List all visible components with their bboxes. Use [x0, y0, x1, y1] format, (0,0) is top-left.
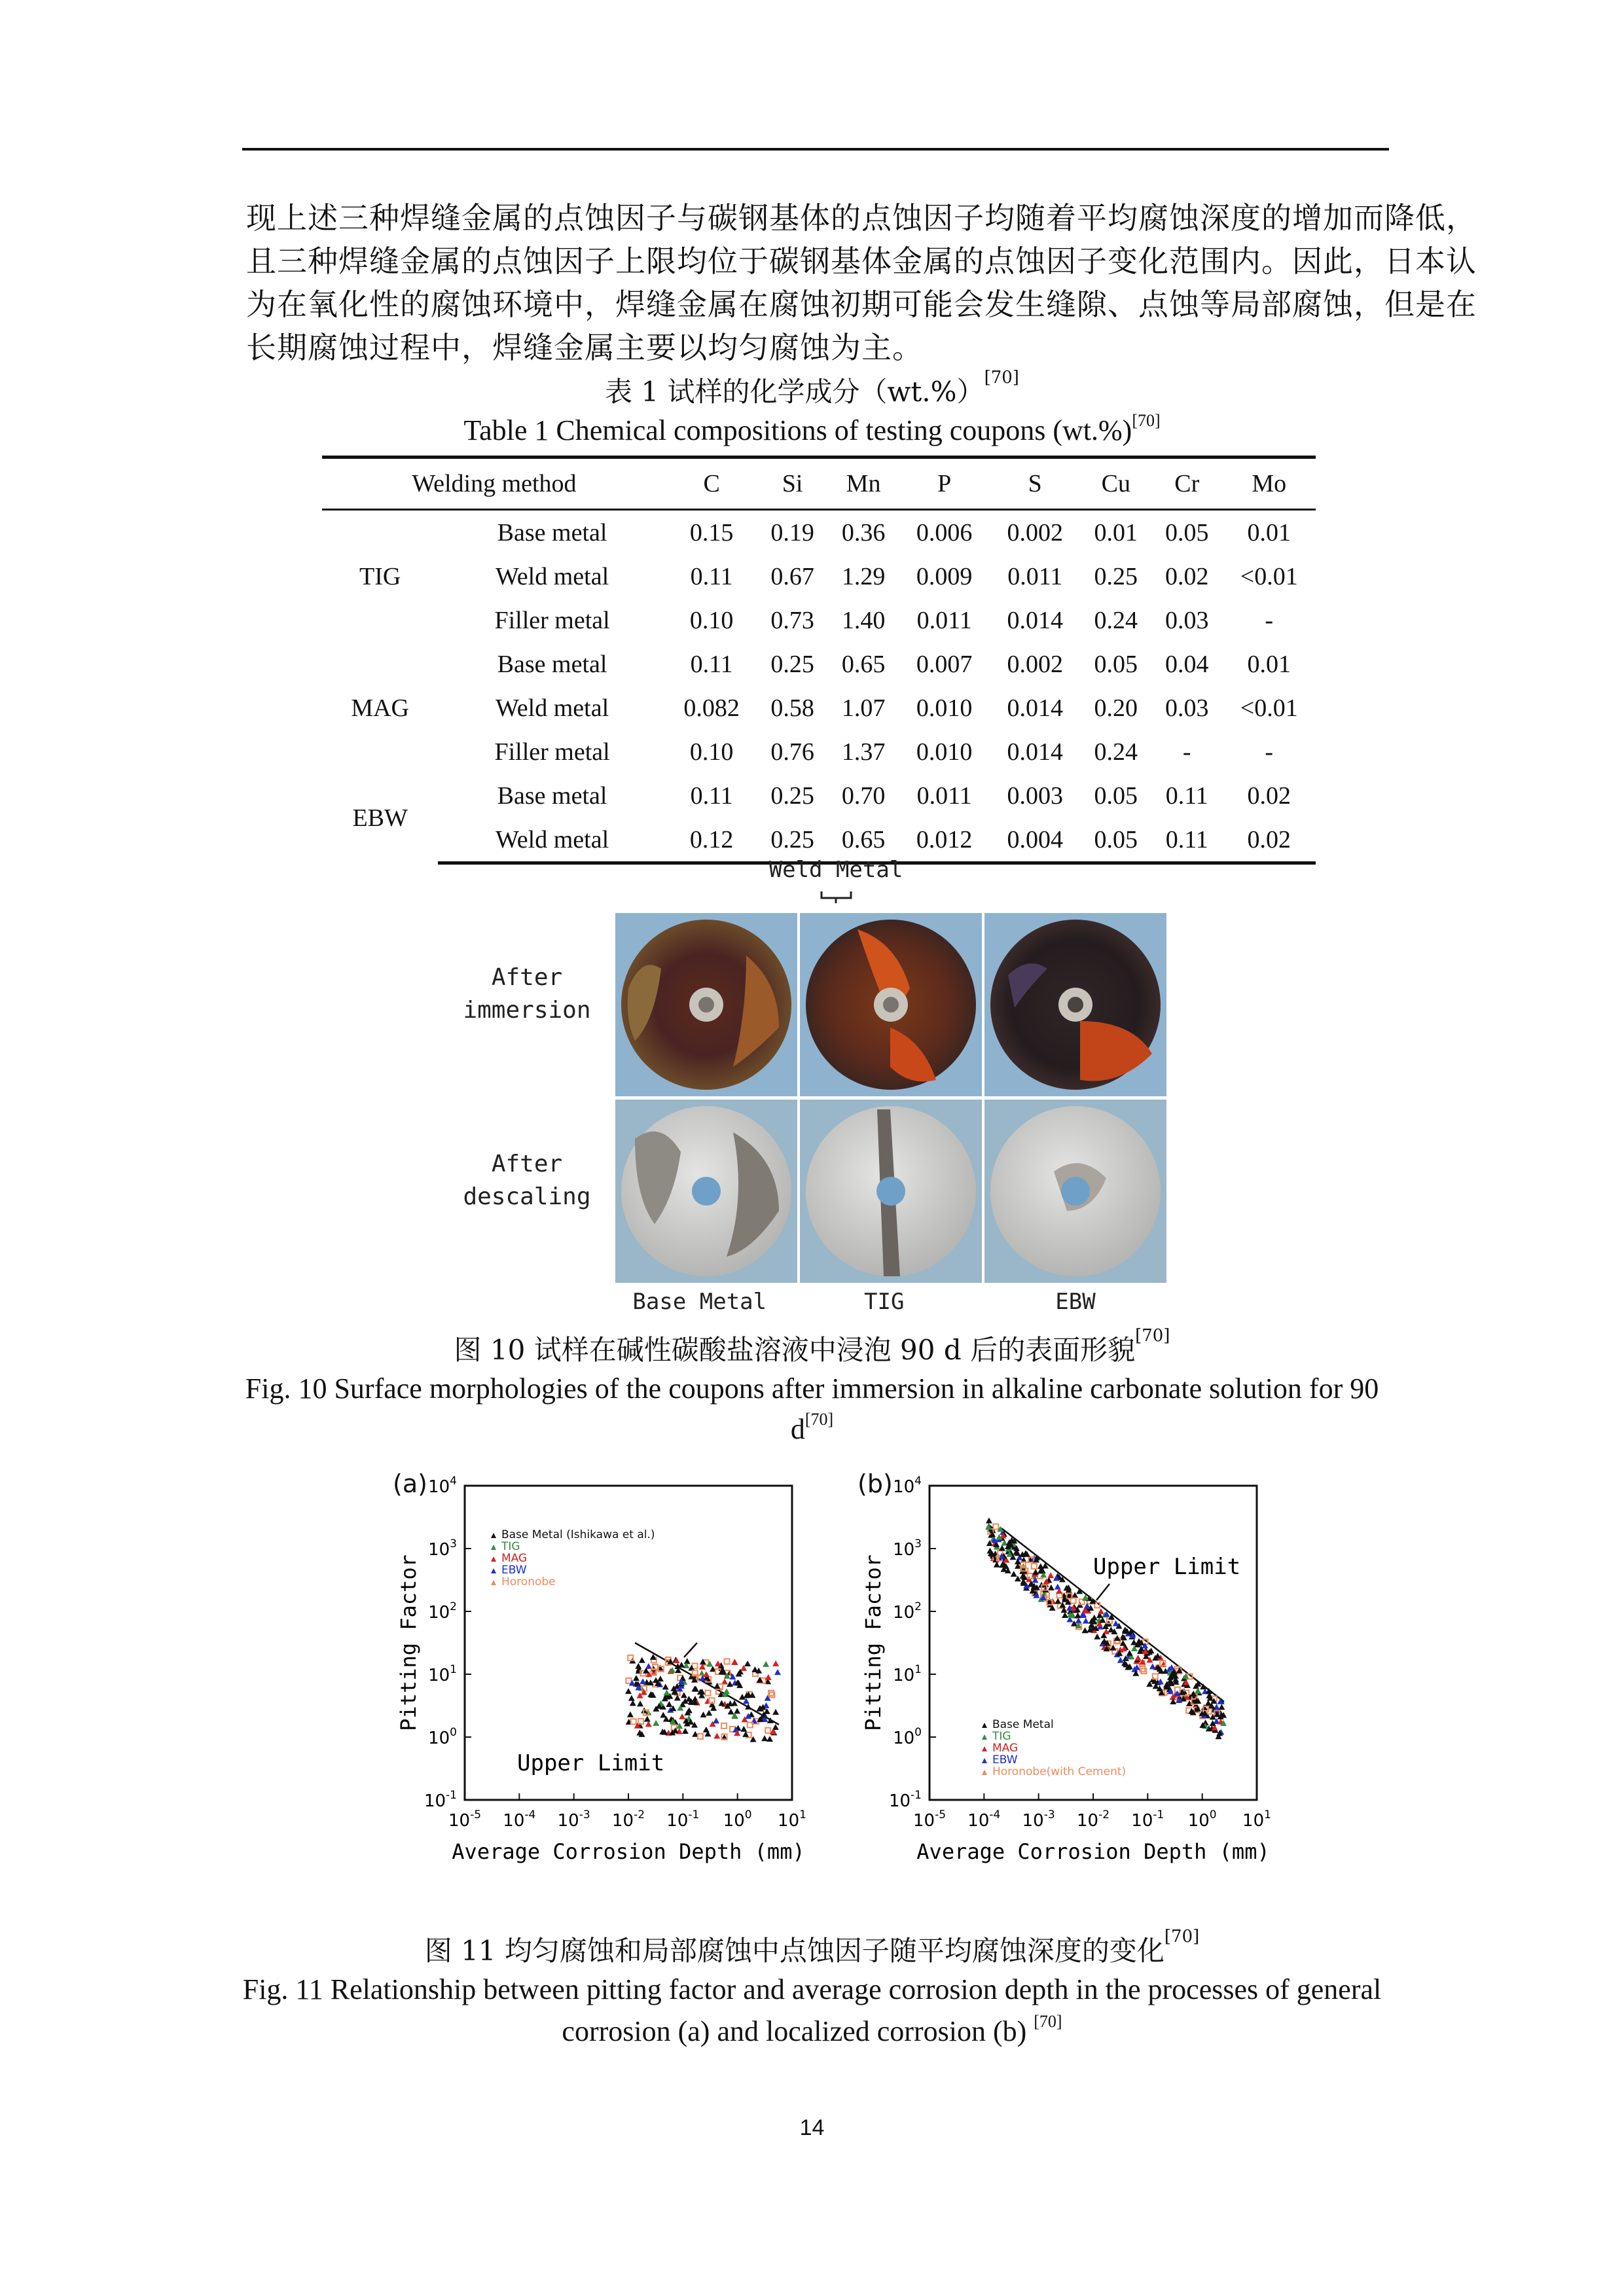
data-point: [630, 1700, 636, 1706]
table-cell: 0.10: [689, 606, 734, 634]
data-point: [725, 1659, 730, 1664]
data-point: [728, 1708, 734, 1714]
data-point: [653, 1720, 659, 1726]
metal-type-cell: Filler metal: [494, 738, 610, 766]
data-point: [713, 1733, 720, 1739]
data-point: [706, 1661, 713, 1667]
data-point: [684, 1658, 691, 1664]
figure-11-plots: [367, 1460, 1322, 1911]
y-tick-label: $10^1$: [893, 1663, 922, 1685]
table-cell: 0.15: [689, 518, 734, 547]
table-cell: 0.010: [916, 694, 973, 722]
table-cell: 1.40: [841, 606, 886, 634]
data-point: [715, 1660, 721, 1666]
data-point: [1062, 1612, 1068, 1618]
data-point: [705, 1691, 710, 1696]
y-tick-label: $10^4$: [428, 1475, 457, 1497]
x-axis-label: Average Corrosion Depth (mm): [916, 1839, 1270, 1864]
table-cell: 0.05: [1094, 781, 1138, 810]
legend-marker: [982, 1770, 987, 1775]
table-cell: 0.25: [1094, 562, 1138, 590]
data-point: [1094, 1634, 1100, 1640]
data-point: [765, 1674, 772, 1680]
data-point: [772, 1709, 779, 1715]
data-point: [713, 1717, 719, 1723]
row-label-immersion: After immersion: [463, 964, 591, 1024]
figure-11-caption-en-1: Fig. 11 Relationship between pitting factor and average corrosion depth in the processes of general: [242, 1973, 1382, 2005]
data-point: [774, 1669, 781, 1675]
welding-method-cell: MAG: [351, 694, 409, 722]
metal-type-cell: Filler metal: [494, 606, 610, 634]
table-cell: -: [1182, 738, 1191, 766]
table-cell: 0.70: [841, 781, 886, 810]
table-row: [322, 730, 1316, 774]
y-tick-label: $10^0$: [893, 1726, 922, 1748]
data-point: [679, 1713, 685, 1719]
y-tick-label: $10^4$: [893, 1475, 922, 1497]
paragraph-line: 且三种焊缝金属的点蚀因子上限均位于碳钢基体金属的点蚀因子变化范围内。因此，日本认: [246, 243, 1477, 279]
y-tick-label: $10^3$: [893, 1537, 922, 1560]
data-point: [731, 1659, 738, 1665]
x-tick-label: $10^{-4}$: [503, 1808, 536, 1831]
photo-ebw-descaling: [984, 1100, 1166, 1283]
x-tick-label: $10^{-3}$: [1022, 1808, 1055, 1831]
table-cell: 0.014: [1007, 694, 1063, 722]
table-cell: 0.002: [1007, 518, 1063, 547]
data-point: [1055, 1598, 1061, 1604]
data-point: [727, 1700, 734, 1706]
x-tick-label: $10^0$: [1187, 1808, 1217, 1831]
table-cell: 0.011: [916, 606, 972, 634]
table-cell: 0.25: [770, 650, 814, 678]
legend-marker: [491, 1556, 496, 1562]
table-cell: -: [1265, 738, 1274, 766]
table-cell: 0.003: [1007, 781, 1063, 810]
data-point: [1135, 1655, 1142, 1660]
table-cell: 0.11: [1165, 781, 1208, 810]
table-row: [322, 510, 1316, 555]
data-point: [644, 1716, 651, 1722]
table-cell: 0.05: [1081, 817, 1151, 863]
data-point: [686, 1708, 693, 1713]
x-tick-label: $10^{-5}$: [912, 1808, 947, 1831]
table-cell: 0.014: [1007, 738, 1063, 766]
metal-type-cell: Base metal: [497, 781, 607, 810]
x-tick-label: $10^{-5}$: [448, 1808, 482, 1831]
data-point: [639, 1657, 645, 1663]
table-cell: 0.10: [689, 738, 734, 766]
plot-panel-a: [393, 1469, 806, 1864]
legend-marker: [982, 1758, 987, 1763]
data-point: [1149, 1663, 1156, 1669]
data-point: [662, 1683, 669, 1689]
column-header: Cu: [1081, 457, 1151, 510]
legend-label: TIG: [992, 1730, 1011, 1743]
data-point: [761, 1735, 768, 1741]
figure-10-caption-zh: 图 10 试样在碱性碳酸盐溶液中浸泡 90 d 后的表面形貌[70]: [454, 1326, 1170, 1366]
table-caption-en: Table 1 Chemical compositions of testing coupons (wt.%)[70]: [463, 411, 1161, 446]
data-point: [1047, 1572, 1054, 1578]
y-axis-label: Pitting Factor: [396, 1554, 421, 1731]
data-point: [993, 1524, 998, 1530]
column-header: Welding method: [322, 457, 666, 510]
legend-marker: [491, 1580, 496, 1585]
data-point: [645, 1721, 652, 1727]
table-row: [322, 686, 1316, 730]
metal-type-cell: Weld metal: [495, 694, 609, 722]
x-tick-label: $10^0$: [723, 1808, 752, 1831]
paragraph-line: 为在氧化性的腐蚀环境中，焊缝金属在腐蚀初期可能会发生缝隙、点蚀等局部腐蚀，但是在: [246, 287, 1477, 322]
table-cell: 0.20: [1094, 694, 1138, 722]
metal-type-cell: Base metal: [497, 518, 607, 547]
column-header: Mn: [828, 457, 899, 510]
paragraph-line: 现上述三种焊缝金属的点蚀因子与碳钢基体的点蚀因子均随着平均腐蚀深度的增加而降低，: [246, 200, 1477, 236]
legend-label: MAG: [501, 1552, 528, 1565]
x-tick-label: $10^{-3}$: [557, 1808, 590, 1831]
data-point: [628, 1695, 635, 1701]
table-cell: 1.29: [841, 562, 886, 590]
welding-method-cell: TIG: [359, 562, 401, 590]
x-tick-label: $10^{-2}$: [611, 1808, 645, 1831]
table-cell: 1.07: [841, 694, 886, 722]
column-header: Mo: [1223, 457, 1316, 510]
data-point: [1098, 1608, 1104, 1614]
table-cell: 0.002: [1007, 650, 1063, 678]
x-tick-label: $10^{-2}$: [1076, 1808, 1110, 1831]
data-point: [1218, 1704, 1225, 1710]
legend-marker: [491, 1568, 496, 1573]
data-point: [1011, 1571, 1017, 1577]
table-body: [322, 510, 1316, 863]
legend-label: EBW: [992, 1753, 1018, 1767]
table-cell: 0.24: [1094, 738, 1138, 766]
table-caption-zh: 表 1 试样的化学成分（wt.%）[70]: [605, 368, 1019, 408]
legend-label: Horonobe: [501, 1575, 556, 1588]
upper-limit-label: Upper Limit: [1093, 1554, 1241, 1580]
x-tick-label: $10^{-4}$: [967, 1808, 1001, 1831]
metal-type-cell: Base metal: [497, 650, 607, 678]
table-cell: 0.014: [1007, 606, 1063, 634]
table-cell: 0.006: [916, 518, 973, 547]
table-cell: 0.36: [841, 518, 886, 547]
data-point: [999, 1545, 1005, 1551]
data-point: [627, 1712, 634, 1717]
data-point: [986, 1518, 992, 1524]
data-point: [626, 1678, 631, 1683]
data-point: [698, 1734, 703, 1739]
weld-metal-label: Weld Metal: [768, 857, 903, 883]
table-cell: 0.012: [899, 817, 990, 863]
table-cell: 0.04: [1165, 650, 1209, 678]
figure-10-caption-en-2: d[70]: [790, 1410, 834, 1445]
legend-label: Base Metal: [992, 1718, 1054, 1731]
legend-label: Base Metal (Ishikawa et al.): [501, 1528, 655, 1541]
data-point: [635, 1663, 641, 1669]
y-axis-label: Pitting Factor: [861, 1554, 886, 1731]
data-point: [703, 1727, 710, 1732]
data-point: [1117, 1657, 1124, 1663]
legend-label: Horonobe(with Cement): [992, 1765, 1127, 1778]
table-row: [322, 774, 1316, 817]
data-point: [1032, 1569, 1039, 1575]
table-cell: 0.082: [683, 694, 740, 722]
legend-label: MAG: [992, 1742, 1019, 1755]
data-point: [681, 1692, 687, 1698]
table-cell: 0.007: [916, 650, 973, 678]
header-rule: [242, 148, 1389, 151]
table-cell: 0.25: [757, 817, 827, 863]
plot-frame: [929, 1486, 1257, 1800]
table-cell: 0.011: [916, 781, 972, 810]
legend-marker: [491, 1533, 496, 1538]
figure-10-image: [439, 857, 1191, 1316]
table-cell: 0.02: [1223, 817, 1316, 863]
table-cell: 0.01: [1247, 518, 1291, 547]
table-cell: 0.76: [770, 738, 814, 766]
paragraph-line: 长期腐蚀过程中，焊缝金属主要以均匀腐蚀为主。: [246, 330, 923, 365]
upper-limit-label: Upper Limit: [517, 1750, 665, 1776]
y-tick-label: $10^1$: [428, 1663, 457, 1685]
x-tick-label: $10^{-1}$: [1131, 1808, 1164, 1831]
table-cell: 0.03: [1165, 694, 1209, 722]
table-cell: 0.02: [1165, 562, 1209, 590]
legend-label: TIG: [501, 1540, 520, 1553]
data-point: [638, 1719, 643, 1724]
row-label-descaling: After descaling: [463, 1151, 591, 1210]
data-point: [1055, 1583, 1061, 1589]
table-cell: 0.65: [841, 650, 886, 678]
legend-marker: [982, 1734, 987, 1740]
table-row: [322, 554, 1316, 598]
data-point: [751, 1666, 758, 1672]
data-point: [1082, 1627, 1089, 1633]
photo-tig-immersion: [800, 913, 982, 1096]
data-point: [682, 1728, 689, 1734]
table-cell: 0.67: [770, 562, 814, 590]
table-cell: 0.011: [1007, 562, 1063, 590]
table-row: [322, 598, 1316, 642]
table-cell: 0.009: [916, 562, 973, 590]
photo-ebw-immersion: [984, 913, 1166, 1096]
table-cell: 0.19: [770, 518, 814, 547]
figure-11-caption-zh: 图 11 均匀腐蚀和局部腐蚀中点蚀因子随平均腐蚀深度的变化[70]: [424, 1927, 1200, 1967]
x-axis-label: Average Corrosion Depth (mm): [452, 1839, 805, 1864]
column-header: Cr: [1151, 457, 1222, 510]
table-cell: 0.73: [770, 606, 814, 634]
column-header: S: [990, 457, 1081, 510]
body-paragraph: [246, 196, 1477, 369]
data-point: [1048, 1585, 1055, 1590]
data-point: [664, 1689, 670, 1695]
data-point: [721, 1723, 727, 1729]
data-point: [744, 1660, 751, 1666]
figure-10-caption-en-1: Fig. 10 Surface morphologies of the coupons after immersion in alkaline carbonate solution for 90: [245, 1372, 1379, 1405]
legend-marker: [491, 1545, 496, 1550]
table-cell: 0.03: [1165, 606, 1209, 634]
legend-label: EBW: [501, 1564, 527, 1577]
table-cell: 0.11: [690, 562, 733, 590]
table-cell: 0.02: [1247, 781, 1291, 810]
y-tick-label: $10^{-1}$: [888, 1789, 922, 1811]
photo-tig-descaling: [800, 1100, 982, 1283]
arrow-icon: [684, 1643, 697, 1657]
table-cell: 1.37: [841, 738, 886, 766]
data-point: [637, 1700, 643, 1706]
data-point: [625, 1688, 632, 1694]
data-point: [1083, 1618, 1089, 1624]
data-point: [763, 1661, 769, 1667]
data-point: [703, 1671, 710, 1677]
photo-base-descaling: [615, 1100, 797, 1283]
table-cell: 0.25: [770, 781, 814, 810]
table-cell: 0.010: [916, 738, 973, 766]
column-header: C: [666, 457, 757, 510]
page-number: 14: [799, 2115, 825, 2140]
y-tick-label: $10^3$: [428, 1537, 457, 1560]
table-header-row: [322, 457, 1316, 510]
y-tick-label: $10^0$: [428, 1726, 457, 1748]
data-point: [700, 1712, 706, 1717]
table-cell: 0.01: [1247, 650, 1291, 678]
data-point: [765, 1728, 770, 1733]
table-cell: 0.05: [1094, 650, 1138, 678]
table-cell: 0.11: [690, 781, 733, 810]
composition-table: [322, 456, 1316, 865]
panel-tag: (a): [393, 1469, 427, 1498]
data-point: [640, 1678, 646, 1684]
figure-11-caption-en-2: corrosion (a) and localized corrosion (b) [70]: [562, 2012, 1062, 2047]
table-row: [322, 817, 1316, 863]
data-point: [1205, 1700, 1212, 1706]
table-cell: <0.01: [1240, 562, 1298, 590]
legend-marker: [982, 1723, 987, 1728]
data-point: [666, 1701, 672, 1707]
legend-marker: [982, 1746, 987, 1751]
data-point: [772, 1660, 779, 1666]
table-row: [322, 642, 1316, 686]
weld-bracket: [821, 891, 851, 903]
y-tick-label: $10^{-1}$: [424, 1789, 457, 1811]
table-cell: 0.12: [666, 817, 757, 863]
panel-tag: (b): [857, 1469, 893, 1498]
data-point: [1113, 1621, 1119, 1626]
table-cell: 0.65: [828, 817, 899, 863]
table-cell: -: [1265, 606, 1274, 634]
table-cell: 0.05: [1165, 518, 1209, 547]
data-point: [740, 1726, 747, 1732]
table-cell: 0.004: [990, 817, 1081, 863]
column-header: Si: [757, 457, 827, 510]
y-tick-label: $10^2$: [428, 1600, 457, 1623]
column-labels: Base Metal TIG EBW: [632, 1289, 1096, 1315]
welding-method-cell: EBW: [352, 804, 408, 833]
data-point: [660, 1712, 666, 1718]
column-header: P: [899, 457, 990, 510]
arrow-icon: [1096, 1584, 1110, 1600]
y-tick-label: $10^2$: [893, 1600, 922, 1623]
data-point: [633, 1675, 640, 1681]
table-cell: 0.24: [1094, 606, 1138, 634]
table-cell: 0.01: [1094, 518, 1138, 547]
metal-type-cell: Weld metal: [438, 817, 666, 863]
photo-base-immersion: [615, 913, 797, 1096]
x-tick-label: $10^{-1}$: [666, 1808, 700, 1831]
data-point: [631, 1719, 636, 1724]
table-cell: 0.11: [1151, 817, 1222, 863]
data-point: [1032, 1564, 1037, 1569]
x-tick-label: $10^1$: [778, 1808, 806, 1831]
table-cell: 0.11: [690, 650, 733, 678]
metal-type-cell: Weld metal: [495, 562, 609, 590]
table-cell: <0.01: [1240, 694, 1298, 722]
plot-panel-b: [857, 1469, 1271, 1864]
x-tick-label: $10^1$: [1242, 1808, 1271, 1831]
table-cell: 0.58: [770, 694, 814, 722]
